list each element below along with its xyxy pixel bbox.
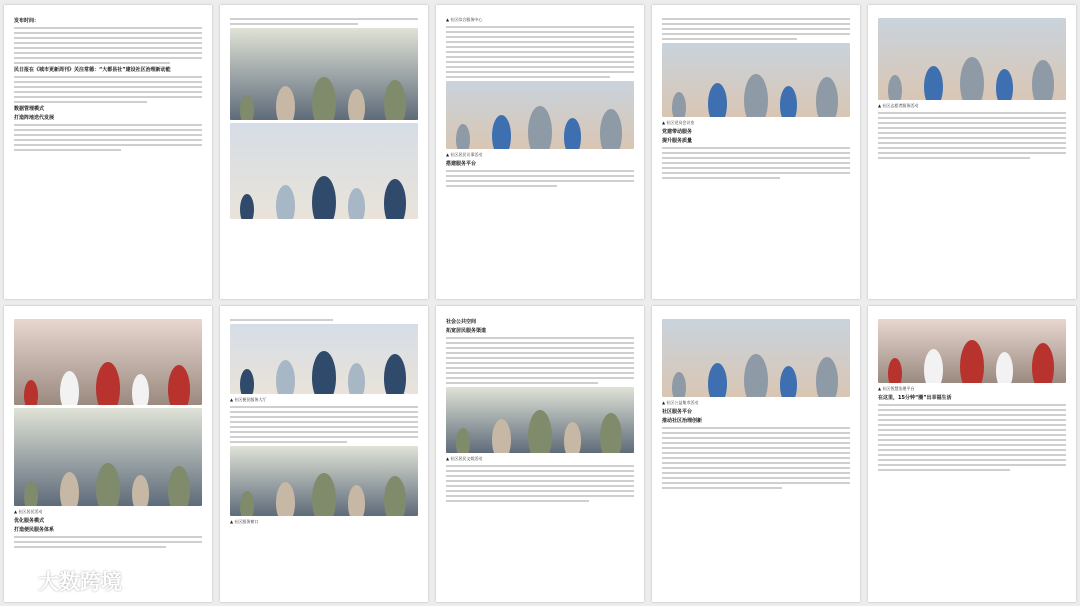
news-photo (14, 408, 202, 506)
text-line (878, 404, 1066, 406)
photo-figure (132, 374, 149, 405)
text-line (230, 421, 418, 423)
photo-figure (240, 194, 254, 219)
text-line (446, 185, 557, 187)
text-line (446, 352, 634, 354)
photo-figure (996, 352, 1013, 383)
document-page-1 (4, 5, 212, 299)
text-line (662, 152, 850, 154)
text-line (662, 172, 850, 174)
text-line (14, 91, 202, 93)
text-line (14, 129, 202, 131)
text-line (230, 416, 418, 418)
photo-caption: ▲ 社区智慧治理平台 (878, 386, 915, 391)
photo-figure (384, 476, 406, 516)
photo-caption: ▲ 社区服务窗口 (230, 519, 259, 524)
text-line (878, 419, 1066, 421)
text-line (14, 32, 202, 34)
photo-figure (960, 340, 984, 383)
photo-figure (312, 176, 336, 219)
text-line (14, 81, 202, 83)
photo-figure (384, 354, 406, 394)
text-line (662, 427, 850, 429)
text-line (878, 147, 1066, 149)
text-line (446, 490, 634, 492)
text-line (662, 452, 850, 454)
section-heading: 打造便民服务体系 (14, 527, 55, 533)
text-line (446, 485, 634, 487)
photo-figure (132, 475, 149, 506)
section-heading: 推动社区治理创新 (662, 418, 703, 424)
brand-logo-icon (10, 569, 34, 593)
photo-figure (564, 118, 581, 149)
section-heading: 发布时间： (14, 18, 40, 24)
photo-figure (60, 472, 79, 506)
document-page-4 (652, 5, 860, 299)
text-line (446, 337, 634, 339)
photo-figure (384, 80, 406, 120)
photo-caption: ▲ 社区志愿者服务活动 (878, 103, 919, 108)
photo-figure (564, 422, 581, 453)
text-line (878, 449, 1066, 451)
section-heading: 拓宽居民服务渠道 (446, 328, 487, 334)
text-line (662, 157, 850, 159)
photo-figure (276, 360, 295, 394)
text-line (446, 475, 634, 477)
section-heading: 优化服务模式 (14, 518, 45, 524)
photo-figure (888, 75, 902, 100)
photo-figure (492, 115, 511, 149)
news-photo (230, 324, 418, 394)
photo-figure (276, 482, 295, 516)
text-line (446, 465, 634, 467)
text-line (446, 71, 634, 73)
photo-figure (96, 463, 120, 506)
section-heading: 搭建服务平台 (446, 161, 477, 167)
photo-figure (168, 466, 190, 506)
text-line (14, 536, 202, 538)
text-line (446, 31, 634, 33)
text-line (14, 149, 121, 151)
photo-figure (348, 485, 365, 516)
text-line (230, 23, 358, 25)
section-heading: 党建带动服务 (662, 129, 693, 135)
text-line (662, 487, 782, 489)
photo-caption: ▲ 社区党员会议室 (662, 120, 695, 125)
news-photo (230, 28, 418, 120)
text-line (878, 142, 1066, 144)
photo-figure (348, 363, 365, 394)
photo-figure (348, 188, 365, 219)
photo-figure (672, 372, 686, 397)
text-line (878, 157, 1030, 159)
text-line (230, 319, 333, 321)
photo-figure (1032, 60, 1054, 100)
text-line (878, 414, 1066, 416)
news-photo (446, 387, 634, 453)
text-line (446, 26, 634, 28)
text-line (446, 36, 634, 38)
text-line (446, 357, 634, 359)
photo-figure (312, 473, 336, 516)
photo-caption: ▲ 社区居民活动 (14, 509, 43, 514)
text-line (14, 57, 202, 59)
text-line (230, 18, 418, 20)
section-heading: 打造阵地迭代发展 (14, 115, 55, 121)
text-line (878, 117, 1066, 119)
text-line (14, 76, 202, 78)
section-heading: 在这里，15分钟“圈”出幸福生活 (878, 395, 952, 401)
text-line (662, 432, 850, 434)
section-heading: 提升服务质量 (662, 138, 693, 144)
text-line (446, 347, 634, 349)
photo-caption: ▲ 社区居民文娱活动 (446, 456, 483, 461)
document-page-2 (220, 5, 428, 299)
photo-figure (780, 366, 797, 397)
photo-figure (744, 74, 768, 117)
text-line (662, 162, 850, 164)
text-line (662, 447, 850, 449)
text-line (446, 362, 634, 364)
photo-figure (996, 69, 1013, 100)
text-line (446, 180, 634, 182)
photo-figure (924, 349, 943, 383)
photo-figure (240, 95, 254, 120)
text-line (14, 96, 202, 98)
photo-caption: ▲ 社区居民议事活动 (446, 152, 483, 157)
text-line (446, 367, 634, 369)
text-line (878, 444, 1066, 446)
text-line (878, 434, 1066, 436)
text-line (446, 470, 634, 472)
text-line (878, 454, 1066, 456)
news-photo (230, 123, 418, 219)
text-line (446, 41, 634, 43)
text-line (878, 137, 1066, 139)
text-line (878, 127, 1066, 129)
text-line (878, 459, 1066, 461)
photo-figure (1032, 343, 1054, 383)
photo-figure (888, 358, 902, 383)
photo-figure (780, 86, 797, 117)
document-page-7 (220, 306, 428, 602)
document-page-8 (436, 306, 644, 602)
text-line (14, 546, 166, 548)
text-line (662, 477, 850, 479)
text-line (14, 42, 202, 44)
photo-figure (24, 380, 38, 405)
text-line (230, 426, 418, 428)
text-line (878, 132, 1066, 134)
text-line (14, 134, 202, 136)
photo-figure (600, 109, 622, 149)
photo-figure (168, 365, 190, 405)
text-line (446, 175, 634, 177)
text-line (446, 377, 634, 379)
photo-figure (312, 351, 336, 394)
photo-figure (600, 413, 622, 453)
text-line (662, 33, 850, 35)
photo-figure (240, 491, 254, 516)
text-line (446, 495, 634, 497)
text-line (230, 431, 418, 433)
text-line (14, 52, 202, 54)
text-line (14, 37, 202, 39)
text-line (878, 429, 1066, 431)
photo-caption: ▲ 社区便民服务大厅 (230, 397, 267, 402)
text-line (878, 112, 1066, 114)
photo-figure (528, 106, 552, 149)
photo-figure (672, 92, 686, 117)
watermark-text: 大数跨境 (38, 570, 122, 594)
photo-caption: ▲ 社区公益集市活动 (662, 400, 699, 405)
text-line (878, 424, 1066, 426)
photo-figure (708, 363, 727, 397)
photo-figure (60, 371, 79, 405)
text-line (662, 437, 850, 439)
text-line (446, 51, 634, 53)
text-line (230, 436, 418, 438)
text-line (878, 469, 1010, 471)
news-photo (662, 319, 850, 397)
photo-figure (528, 410, 552, 453)
text-line (662, 23, 850, 25)
text-line (662, 177, 780, 179)
text-line (230, 406, 418, 408)
photo-figure (960, 57, 984, 100)
document-page-9 (652, 306, 860, 602)
text-line (662, 167, 850, 169)
photo-figure (708, 83, 727, 117)
text-line (446, 170, 634, 172)
text-line (446, 382, 598, 384)
text-line (662, 147, 850, 149)
text-line (878, 152, 1066, 154)
news-photo (230, 446, 418, 516)
text-line (662, 442, 850, 444)
text-line (14, 62, 170, 64)
text-line (662, 467, 850, 469)
text-line (662, 18, 850, 20)
photo-figure (384, 179, 406, 219)
photo-figure (816, 357, 838, 397)
text-line (14, 47, 202, 49)
text-line (446, 500, 589, 502)
section-heading: 社区服务平台 (662, 409, 693, 415)
text-line (878, 409, 1066, 411)
photo-figure (276, 86, 295, 120)
text-line (14, 124, 202, 126)
text-line (446, 342, 634, 344)
document-page-10 (868, 306, 1076, 602)
photo-figure (816, 77, 838, 117)
text-line (662, 482, 850, 484)
photo-figure (456, 428, 470, 453)
text-line (14, 541, 202, 543)
text-line (14, 27, 202, 29)
text-line (878, 464, 1066, 466)
photo-figure (492, 419, 511, 453)
text-line (14, 86, 202, 88)
news-photo (446, 81, 634, 149)
section-heading: 数据管理模式 (14, 106, 45, 112)
text-line (14, 139, 202, 141)
news-photo (878, 319, 1066, 383)
section-heading: 社会公共空间 (446, 319, 477, 325)
photo-figure (240, 369, 254, 394)
text-line (446, 61, 634, 63)
photo-figure (348, 89, 365, 120)
watermark (10, 566, 122, 596)
photo-figure (312, 77, 336, 120)
photo-figure (456, 124, 470, 149)
photo-figure (924, 66, 943, 100)
text-line (446, 76, 610, 78)
text-line (446, 56, 634, 58)
text-line (446, 46, 634, 48)
text-line (446, 66, 634, 68)
document-page-5 (868, 5, 1076, 299)
text-line (14, 144, 202, 146)
text-line (662, 38, 797, 40)
text-line (446, 480, 634, 482)
text-line (878, 439, 1066, 441)
text-line (662, 462, 850, 464)
text-line (230, 411, 418, 413)
news-photo (878, 18, 1066, 100)
photo-figure (24, 481, 38, 506)
text-line (662, 457, 850, 459)
section-heading: 民日报在《城市更新周刊》关注常德：“大都县社”建设社区治理新动能 (14, 67, 171, 73)
text-line (230, 441, 347, 443)
text-line (878, 122, 1066, 124)
news-photo (662, 43, 850, 117)
photo-figure (276, 185, 295, 219)
text-line (662, 472, 850, 474)
news-photo (14, 319, 202, 405)
text-line (14, 101, 147, 103)
text-line (446, 372, 634, 374)
photo-caption: ▲ 社区综合服务中心 (446, 17, 483, 22)
text-line (662, 28, 850, 30)
photo-figure (96, 362, 120, 405)
document-page-3 (436, 5, 644, 299)
document-page-6 (4, 306, 212, 602)
photo-figure (744, 354, 768, 397)
